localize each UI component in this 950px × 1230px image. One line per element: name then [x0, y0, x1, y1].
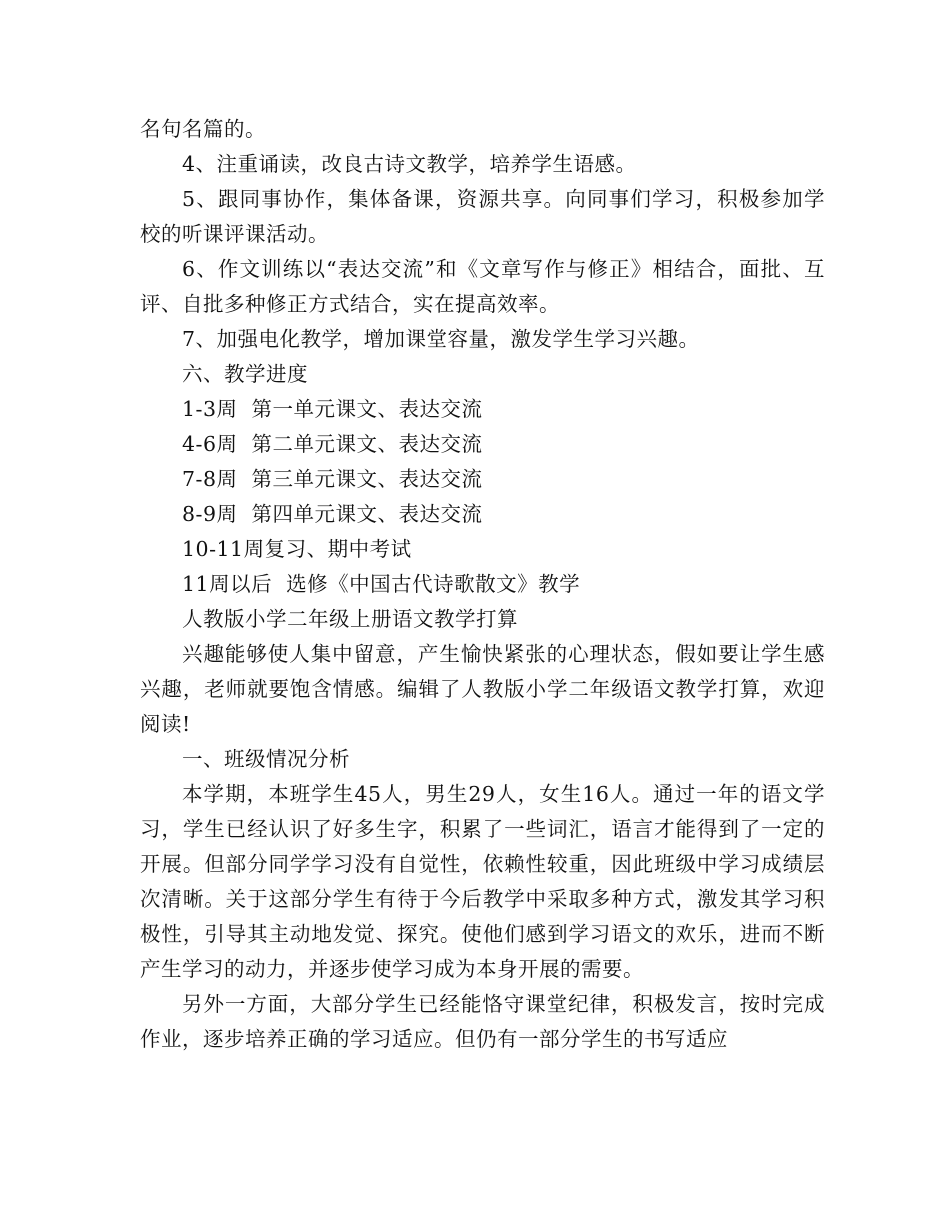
document-title: 人教版小学二年级上册语文教学打算 — [182, 607, 518, 631]
section-heading-teaching-progress: 六、教学进度 — [182, 362, 308, 386]
schedule-item-1: 1-3周 第一单元课文、表达交流 — [182, 397, 483, 421]
schedule-item-5: 10-11周复习、期中考试 — [182, 537, 412, 561]
paragraph-1: 名句名篇的。 — [140, 117, 266, 141]
section-heading-class-analysis: 一、班级情况分析 — [182, 747, 350, 771]
schedule-item-2: 4-6周 第二单元课文、表达交流 — [182, 432, 483, 456]
schedule-item-6: 11周以后 选修《中国古代诗歌散文》教学 — [182, 572, 581, 596]
document-body — [140, 112, 825, 1057]
intro-paragraph: 兴趣能够使人集中留意，产生愉快紧张的心理状态，假如要让学生感兴趣，老师就要饱含情感。编辑了人教版小学二年级语文教学打算，欢迎阅读! — [140, 642, 825, 736]
class-analysis-paragraph: 本学期，本班学生45人，男生29人，女生16人。通过一年的语文学习，学生已经认识了好多生字，积累了一些词汇，语言才能得到了一定的开展。但部分同学学习没有自觉性，依赖性较重，因此班级中学习成绩层次清晰。关于这部分学生有待于今后教学中采取多种方式，激发其学习积极性，引导其主动地发觉、探究。使他们感到学习语文的欢乐，进而不断产生学习的动力，并逐步使学习成为本身开展的需要。 — [140, 782, 825, 981]
schedule-item-4: 8-9周 第四单元课文、表达交流 — [182, 502, 483, 526]
paragraph-5: 7、加强电化教学，增加课堂容量，激发学生学习兴趣。 — [182, 327, 700, 351]
schedule-item-3: 7-8周 第三单元课文、表达交流 — [182, 467, 483, 491]
class-analysis-paragraph-2: 另外一方面，大部分学生已经能恪守课堂纪律，积极发言，按时完成作业，逐步培养正确的学习适应。但仍有一部分学生的书写适应 — [140, 992, 825, 1051]
paragraph-2: 4、注重诵读，改良古诗文教学，培养学生语感。 — [182, 152, 637, 176]
paragraph-4: 6、作文训练以“表达交流”和《文章写作与修正》相结合，面批、互评、自批多种修正方式结合，实在提高效率。 — [140, 257, 825, 316]
paragraph-3: 5、跟同事协作，集体备课，资源共享。向同事们学习，积极参加学校的听课评课活动。 — [140, 187, 825, 246]
